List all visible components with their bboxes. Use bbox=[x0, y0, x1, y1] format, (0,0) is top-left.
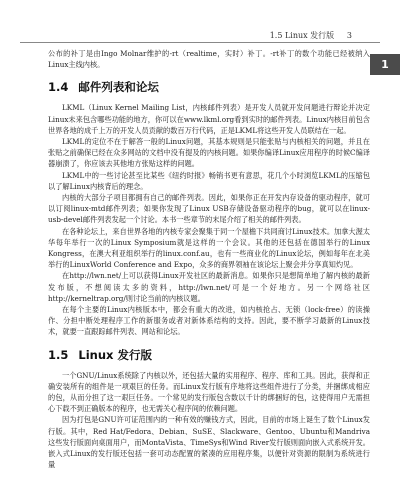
paragraph: 在各种论坛上，来自世界各地的内核专家会聚集于同一个屋檐下共同商讨Linux技术。加拿大渥太华每年举行一次的Linux Symposium就是这样的一个会议。其他的还包括在德国举行的Linux Kongress，在澳大利亚组织举行的linux.conf.au，也有一些商业化的Linux论坛，例如每年在北美举行的LinuxWorld Conference and Expo，众多的商界领袖在该论坛上聚会并分享真知灼见。 bbox=[48, 226, 370, 270]
paragraph: 一个GNU/Linux系统除了内核以外，还包括大量的实用程序、程序、库和工具。因此，获得和正确安装所有的组件是一项艰巨的任务。而Linux发行版有序地将这些组件进行了分类，并捆绑成相应的包，从而分担了这一艰巨任务。一个常见的发行版包含数以千计的绑捆好的包，这使得用户无需担心下载不到正确版本的程序，也无需关心程序间的依赖问题。 bbox=[48, 370, 370, 414]
section-title: Linux 发行版 bbox=[78, 347, 152, 362]
header-rule bbox=[20, 42, 380, 43]
page-number: 3 bbox=[346, 31, 352, 40]
section-title: 邮件列表和论坛 bbox=[78, 80, 159, 95]
paragraph: LKML中的一些讨论甚至比某些《纽约时报》畅销书更有意思，花几个小时浏览LKML的压缩包以了解Linux内核背后的理念。 bbox=[48, 170, 370, 191]
running-header bbox=[270, 30, 352, 41]
header-section: 1.5 Linux 发行版 bbox=[269, 31, 335, 40]
paragraph: 在每个主要的Linux内核版本中，都会有重大的改进，如内核抢占、无锁（lock-free）的读操作、分担中断处理程序工作的新服务或者对新体系结构的支持。因此，要不断学习最新的Linux技术，就要一直跟踪邮件列表、网站和论坛。 bbox=[48, 305, 370, 337]
paragraph: 在http://lwn.net/上可以获得Linux开发社区的最新消息。如果你只是想简单地了解内核的最新发布版，不想阅读太多的资料，http://lwn.net/可是一个好地方。另一个网络社区http://kerneltrap.org/则讨论当前的内核议题。 bbox=[48, 271, 370, 303]
section-number: 1.4 bbox=[48, 80, 69, 95]
section-heading-1-4 bbox=[48, 80, 370, 94]
paragraph: LKML的定位不在于解答一般的Linux问题，其基本规则是只能张贴与内核相关的问题，并且在张贴之前确保已经在众多网站的文档中没有提及的内核问题。如果你编译Linux应用程序的时候C编译器崩溃了，你应该去其他地方张贴这样的问题。 bbox=[48, 137, 370, 169]
paragraph: 公布的补丁是由Ingo Molnar维护的-rt（realtime，实时）补丁。-rt补丁的数个功能已经被纳入Linux主线内核。 bbox=[48, 49, 370, 70]
paragraph: 因为打包是GNU许可证范围内的一种有效的赚钱方式，因此，目前的市场上诞生了数个Linux发行版。其中，Red Hat/Fedora、Debian、SuSE、Slackware、Gentoo、Ubuntu和Mandriva这些发行版面向桌面用户，而MontaVista、TimeSys和Wind River发行版则面向嵌入式系统开发。嵌入式Linux的发行版还包括一套可动态配置的紧凑的应用程序集，以便针对资源的限制为系统进行量 bbox=[48, 415, 370, 470]
page-header bbox=[0, 0, 400, 44]
paragraph: 内核的大部分子项目都拥有自己的邮件列表。因此，如果你正在开发内存设备的驱动程序，就可以订阅linux-mtd邮件列表；如果你发现了Linux USB存储设备驱动程序的bug，就可以在linux-usb-devel邮件列表发起一个讨论。本书一些章节的末尾介绍了相关的邮件列表。 bbox=[48, 193, 370, 225]
page-body bbox=[48, 48, 370, 471]
chapter-tab: 1 bbox=[370, 54, 400, 75]
paragraph: LKML（Linux Kernel Mailing List，内核邮件列表）是开发人员就开发问题进行辩论并决定Linux未来包含哪些功能的地方，你可以在www.lkml.org看到实时的邮件列表。Linux内核目前包含世界各地的成千上万的开发人员贡献的数百万行代码，正是LKML将这些开发人员联结在一起。 bbox=[48, 103, 370, 135]
section-heading-1-5 bbox=[48, 348, 370, 362]
section-number: 1.5 bbox=[48, 347, 69, 362]
